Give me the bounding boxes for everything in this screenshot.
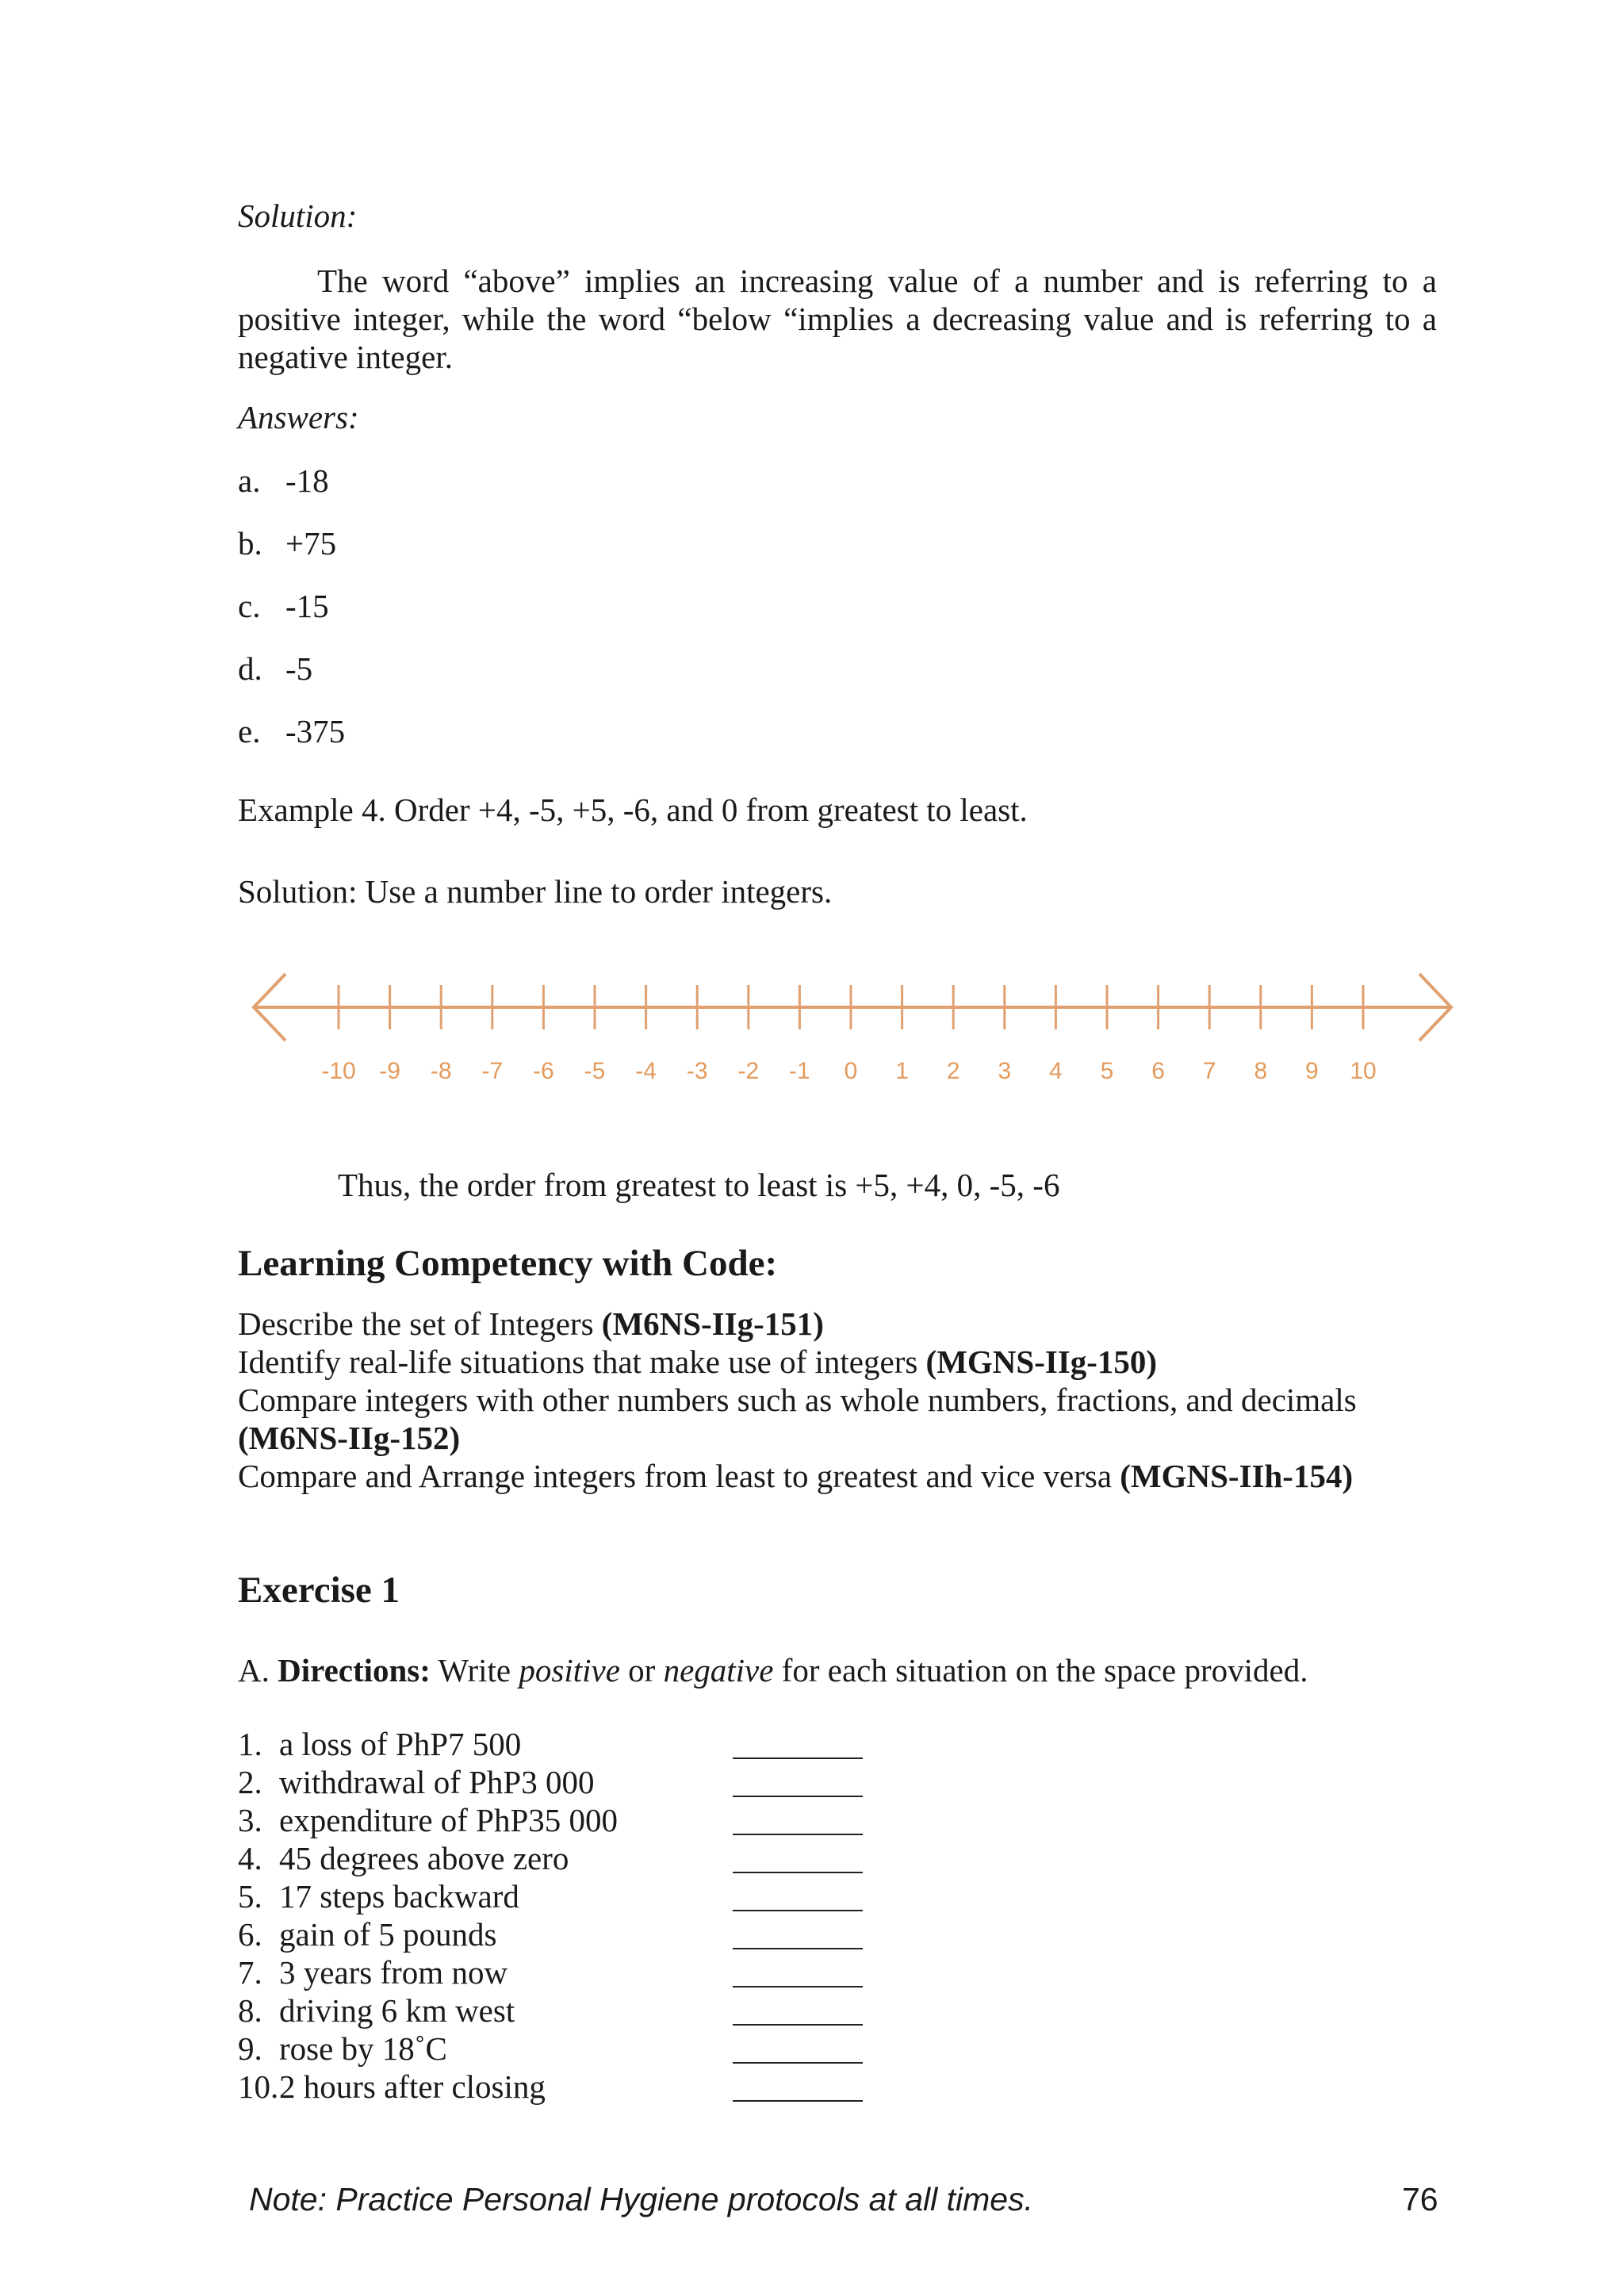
answer-blank[interactable]	[733, 2062, 863, 2064]
exercise-item-text: 45 degrees above zero	[279, 1840, 569, 1876]
exercise-item	[238, 2030, 447, 2068]
tick-label: -4	[635, 1058, 657, 1084]
competency-text: Compare and Arrange integers from least to greatest and vice versa	[238, 1458, 1120, 1494]
exercise-item-text: driving 6 km west	[279, 1992, 515, 2029]
exercise-item-text: 3 years from now	[279, 1954, 508, 1991]
competency-text: Compare integers with other numbers such as whole numbers, fractions, and decimals	[238, 1382, 1357, 1418]
directions-label: Directions:	[278, 1652, 431, 1688]
answer-value: -18	[285, 462, 329, 499]
competency-line	[238, 1305, 824, 1343]
answer-letter: b.	[238, 525, 262, 562]
tick-label: 1	[895, 1058, 909, 1084]
exercise-item-number: 1.	[238, 1726, 262, 1762]
answer-blank[interactable]	[733, 1986, 863, 1987]
answer-blank[interactable]	[733, 2024, 863, 2026]
tick-label: 10	[1350, 1058, 1377, 1084]
directions-text-2: or	[619, 1652, 664, 1688]
competency-code: (MGNS-IIg-150)	[925, 1343, 1158, 1380]
tick-label: -7	[481, 1058, 504, 1084]
exercise-item-text: rose by 18˚C	[279, 2030, 447, 2067]
directions-text-3: for each situation on the space provided.	[773, 1652, 1308, 1688]
answer-blank[interactable]	[733, 1757, 863, 1759]
exercise-item-number: 9.	[238, 2030, 262, 2067]
exercise-item	[238, 1725, 521, 1763]
competency-line	[238, 1343, 1157, 1381]
exercise-item	[238, 1839, 569, 1877]
solution-paragraph: The word “above” implies an increasing value of a number and is referring to a positive integer, while the word “below “implies a decreasing value and is referring to a negative integer.	[238, 263, 1437, 375]
competency-heading: Learning Competency with Code:	[238, 1243, 778, 1284]
competency-text: Describe the set of Integers	[238, 1305, 602, 1342]
competency-text: Identify real-life situations that make use of integers	[238, 1343, 926, 1380]
exercise-item-text: gain of 5 pounds	[279, 1916, 497, 1953]
number-line	[238, 960, 1483, 1087]
tick-label: 4	[1049, 1058, 1063, 1084]
answer-value: -5	[285, 650, 313, 687]
tick-label: -8	[430, 1058, 452, 1084]
answer-blank[interactable]	[733, 1872, 863, 1873]
exercise-item-text: expenditure of PhP35 000	[279, 1802, 619, 1838]
competency-code: (M6NS-IIg-152)	[238, 1420, 461, 1456]
directions-word-positive: positive	[519, 1652, 620, 1688]
tick-label: 5	[1100, 1058, 1114, 1084]
answer-value: -15	[285, 588, 329, 624]
competency-code: (M6NS-IIg-151)	[601, 1305, 824, 1342]
answer-letter: c.	[238, 588, 261, 624]
directions-prefix: A.	[238, 1652, 278, 1688]
tick-label: 7	[1202, 1058, 1216, 1084]
exercise-heading: Exercise 1	[238, 1570, 400, 1611]
tick-label: 3	[998, 1058, 1012, 1084]
exercise-item-number: 2.	[238, 1764, 262, 1800]
competency-line	[238, 1381, 1357, 1419]
answer-letter: e.	[238, 713, 261, 749]
answer-value: -375	[285, 713, 346, 749]
page-number: 76	[1402, 2181, 1438, 2217]
answer-letter: d.	[238, 650, 262, 687]
exercise-item-number: 6.	[238, 1916, 262, 1953]
answer-blank[interactable]	[733, 1834, 863, 1835]
competency-line	[238, 1419, 460, 1457]
tick-label: 2	[946, 1058, 960, 1084]
tick-label: -6	[533, 1058, 554, 1084]
tick-label: 8	[1254, 1058, 1268, 1084]
exercise-item	[238, 1915, 496, 1953]
exercise-item-number: 3.	[238, 1802, 262, 1838]
exercise-item-number: 8.	[238, 1992, 262, 2029]
tick-label: -10	[321, 1058, 356, 1084]
tick-label: 9	[1305, 1058, 1319, 1084]
directions-word-negative: negative	[663, 1652, 774, 1688]
exercise-item-number: 4.	[238, 1840, 262, 1876]
tick-label: -5	[584, 1058, 606, 1084]
answer-blank[interactable]	[733, 1796, 863, 1797]
answer-letter: a.	[238, 462, 261, 499]
tick-label: -3	[686, 1058, 708, 1084]
exercise-item-number: 7.	[238, 1954, 262, 1991]
exercise-item-text: a loss of PhP7 500	[279, 1726, 522, 1762]
exercise-item	[238, 1991, 515, 2030]
directions-text-1: Write	[430, 1652, 519, 1688]
answer-blank[interactable]	[733, 1910, 863, 1911]
tick-label: -2	[737, 1058, 760, 1084]
exercise-item	[238, 1953, 508, 1991]
directions	[238, 1651, 1308, 1689]
ordering-conclusion: Thus, the order from greatest to least is +5, +4, 0, -5, -6	[338, 1167, 1060, 1203]
exercise-item	[238, 1801, 618, 1839]
exercise-item-number: 10.	[238, 2068, 279, 2105]
answer-value: +75	[285, 525, 337, 562]
tick-label: -1	[789, 1058, 810, 1084]
tick-label: 0	[844, 1058, 858, 1084]
competency-code: (MGNS-IIh-154)	[1120, 1458, 1354, 1494]
exercise-item-text: withdrawal of PhP3 000	[279, 1764, 595, 1800]
example-4-question: Example 4. Order +4, -5, +5, -6, and 0 from greatest to least.	[238, 792, 1028, 828]
answers-label: Answers:	[238, 399, 359, 435]
exercise-item	[238, 1763, 594, 1801]
answer-blank[interactable]	[733, 1948, 863, 1949]
tick-label: 6	[1151, 1058, 1165, 1084]
exercise-item-text: 17 steps backward	[279, 1878, 519, 1915]
solution-label: Solution:	[238, 197, 358, 234]
footer-note: Note: Practice Personal Hygiene protocols at all times.	[249, 2181, 1034, 2217]
exercise-item	[238, 2068, 546, 2106]
competency-line	[238, 1457, 1353, 1495]
exercise-item-number: 5.	[238, 1878, 262, 1915]
exercise-item	[238, 1877, 519, 1915]
example-4-solution: Solution: Use a number line to order integers.	[238, 873, 833, 910]
answer-blank[interactable]	[733, 2100, 863, 2102]
exercise-item-text: 2 hours after closing	[279, 2068, 546, 2105]
tick-label: -9	[379, 1058, 400, 1084]
